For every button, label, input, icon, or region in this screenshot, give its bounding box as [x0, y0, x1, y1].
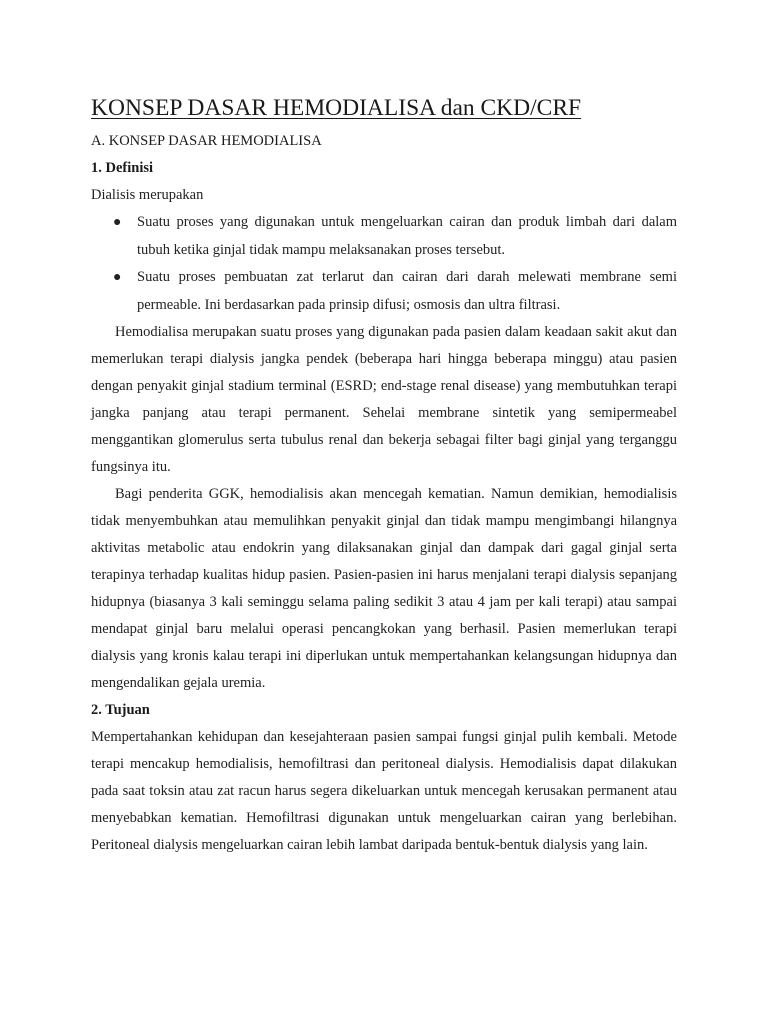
definisi-paragraph-ggk: Bagi penderita GGK, hemodialisis akan mencegah kematian. Namun demikian, hemodialisis tidak menyembuhkan atau memulihkan penyakit ginjal dan tidak mampu mengimbangi hilangnya aktivitas metabolic atau endokrin yang dilaksanakan ginjal dan dampak dari gagal ginjal serta terapinya terhadap kualitas hidup pasien. Pasien-pasien ini harus menjalani terapi dialysis sepanjang hidupnya (biasanya 3 kali seminggu selama paling sedikit 3 atau 4 jam per kali terapi) atau sampai mendapat ginjal baru melalui operasi pencangkokan yang berhasil. Pasien memerlukan terapi dialysis yang kronis kalau terapi ini diperlukan untuk mempertahankan kelangsungan hidupnya dan mengendalikan gejala uremia. [91, 486, 677, 691]
tujuan-paragraph: Mempertahankan kehidupan dan kesejahteraan pasien sampai fungsi ginjal pulih kembali. Metode terapi mencakup hemodialisis, hemofiltrasi dan peritoneal dialysis. Hemodialisis dapat dilakukan pada saat toksin atau zat racun harus segera dikeluarkan untuk mencegah kerusakan permanent atau menyebabkan kematian. Hemofiltrasi digunakan untuk mengeluarkan cairan yang berlebihan. Peritoneal dialysis mengeluarkan cairan lebih lambat daripada bentuk-bentuk dialysis yang lain. [91, 729, 677, 853]
definisi-paragraph-hemodialisa: Hemodialisa merupakan suatu proses yang digunakan pada pasien dalam keadaan sakit akut dan memerlukan terapi dialysis jangka pendek (beberapa hari hingga beberapa minggu) atau pasien dengan penyakit ginjal stadium terminal (ESRD; end-stage renal disease) yang membutuhkan terapi jangka panjang atau terapi permanent. Sehelai membrane sintetik yang semipermeabel menggantikan glomerulus serta tubulus renal dan bekerja sebagai filter bagi ginjal yang terganggu fungsinya itu. [91, 324, 677, 475]
bullet-text: Suatu proses yang digunakan untuk mengeluarkan cairan dan produk limbah dari dalam tubuh ketika ginjal tidak mampu melaksanakan proses tersebut. [137, 214, 677, 258]
definisi-heading: 1. Definisi [91, 160, 154, 176]
list-item [91, 209, 677, 264]
document-title: KONSEP DASAR HEMODIALISA dan CKD/CRF [91, 95, 582, 121]
list-item [91, 264, 677, 319]
bullet-text: Suatu proses pembuatan zat terlarut dan cairan dari darah melewati membrane semi permeable. Ini berdasarkan pada prinsip difusi; osmosis dan ultra filtrasi. [137, 269, 677, 313]
definisi-bullet-list [91, 209, 677, 319]
bullet-icon: ● [113, 215, 122, 230]
tujuan-heading: 2. Tujuan [91, 702, 150, 718]
section-a-heading: A. KONSEP DASAR HEMODIALISA [91, 133, 322, 149]
definisi-intro: Dialisis merupakan [91, 187, 204, 203]
bullet-icon: ● [113, 270, 122, 285]
